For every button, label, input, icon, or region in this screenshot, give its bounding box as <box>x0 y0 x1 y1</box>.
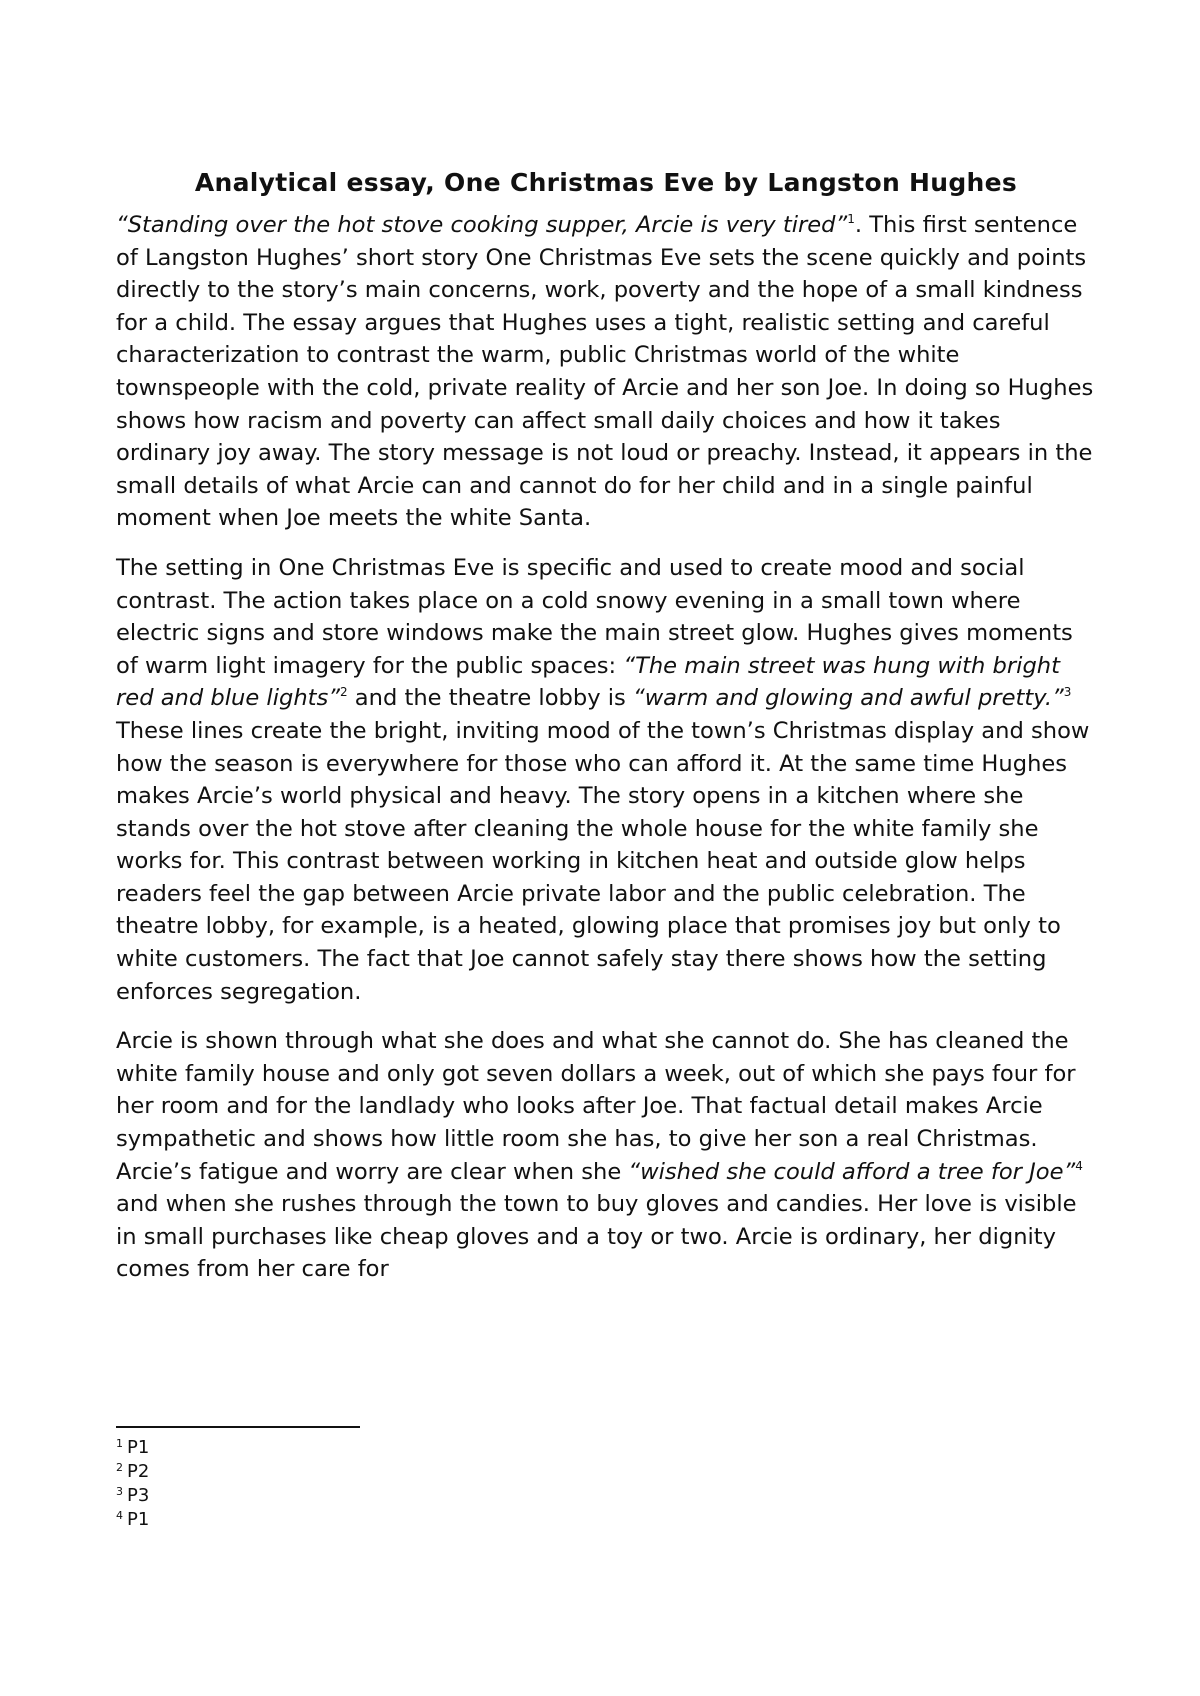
footnote-2 <box>116 1460 516 1484</box>
paragraph-character <box>116 1025 1096 1286</box>
footnote-number: 1 <box>116 1437 123 1450</box>
theatre-lobby-quote: “warm and glowing and awful pretty.” <box>632 685 1064 712</box>
character-text-a: Arcie is shown through what she does and what she cannot do. She has cleaned the white family house and only got seven dollars a week, out of which she pays four for her room and for the landlady who looks after Joe. That factual detail makes Arcie sympathetic and shows how little room she has, to give her son a real Christmas. Arcie’s fatigue and worry are clear when she <box>116 1028 1076 1185</box>
opening-quote: “Standing over the hot stove cooking supper, Arcie is very tired” <box>116 212 848 238</box>
footnote-3 <box>116 1484 516 1508</box>
character-text-b: and when she rushes through the town to buy gloves and candies. Her love is visible in small purchases like cheap gloves and a toy or two. Arcie is ordinary, her dignity comes from her care for <box>116 1191 1077 1283</box>
setting-text-a: The setting in One Christmas Eve is specific and used to create mood and social contrast. The action takes place on a cold snowy evening in a small town where electric signs and store windows make the main street glow. Hughes gives moments of warm light imagery for the public spaces: <box>116 554 1073 679</box>
footnote-ref-1: 1 <box>847 212 855 226</box>
footnote-ref-4: 4 <box>1075 1158 1083 1173</box>
intro-text: . This first sentence of Langston Hughes’ short story One Christmas Eve sets the scene quickly and points directly to the story’s main concerns, work, poverty and the hope of a small kindness for a child. The essay argues that Hughes uses a tight, realistic setting and careful characterization to contrast the warm, public Christmas world of the white townspeople with the cold, private reality of Arcie and her son Joe. In doing so Hughes shows how racism and poverty can affect small daily choices and how it takes ordinary joy away. The story message is not loud or preachy. Instead, it appears in the small details of what Arcie can and cannot do for her child and in a single painful moment when Joe meets the white Santa. <box>116 212 1094 532</box>
footnote-separator <box>116 1426 360 1428</box>
main-street-quote: “The main street was hung with bright red and blue lights” <box>116 652 1060 712</box>
tree-quote: “wished she could afford a tree for Joe” <box>628 1158 1076 1185</box>
paragraph-setting <box>116 552 1096 1008</box>
paragraph-intro <box>116 209 1096 535</box>
footnote-text: P3 <box>127 1485 150 1506</box>
footnote-text: P1 <box>127 1437 150 1458</box>
footnotes-section <box>116 1426 516 1532</box>
setting-text-c: These lines create the bright, inviting mood of the town’s Christmas display and show how the season is everywhere for those who can afford it. At the same time Hughes makes Arcie’s world physical and heavy. The story opens in a kitchen where she stands over the hot stove after cleaning the whole house for the white family she works for. This contrast between working in kitchen heat and outside glow helps readers feel the gap between Arcie private labor and the public celebration. The theatre lobby, for example, is a heated, glowing place that promises joy but only to white customers. The fact that Joe cannot safely stay there shows how the setting enforces segregation. <box>116 717 1090 1005</box>
footnote-1 <box>116 1436 516 1460</box>
footnote-ref-2: 2 <box>339 685 348 700</box>
footnote-ref-3: 3 <box>1063 685 1072 700</box>
footnote-number: 2 <box>116 1461 123 1474</box>
setting-text-b: and the theatre lobby is <box>347 685 633 712</box>
footnote-text: P1 <box>127 1509 150 1530</box>
document-page <box>116 168 1096 1303</box>
footnote-text: P2 <box>127 1461 150 1482</box>
footnote-number: 3 <box>116 1485 123 1498</box>
essay-title: Analytical essay, One Christmas Eve by Langston Hughes <box>194 168 1018 197</box>
footnote-number: 4 <box>116 1509 123 1522</box>
footnote-4 <box>116 1508 516 1532</box>
